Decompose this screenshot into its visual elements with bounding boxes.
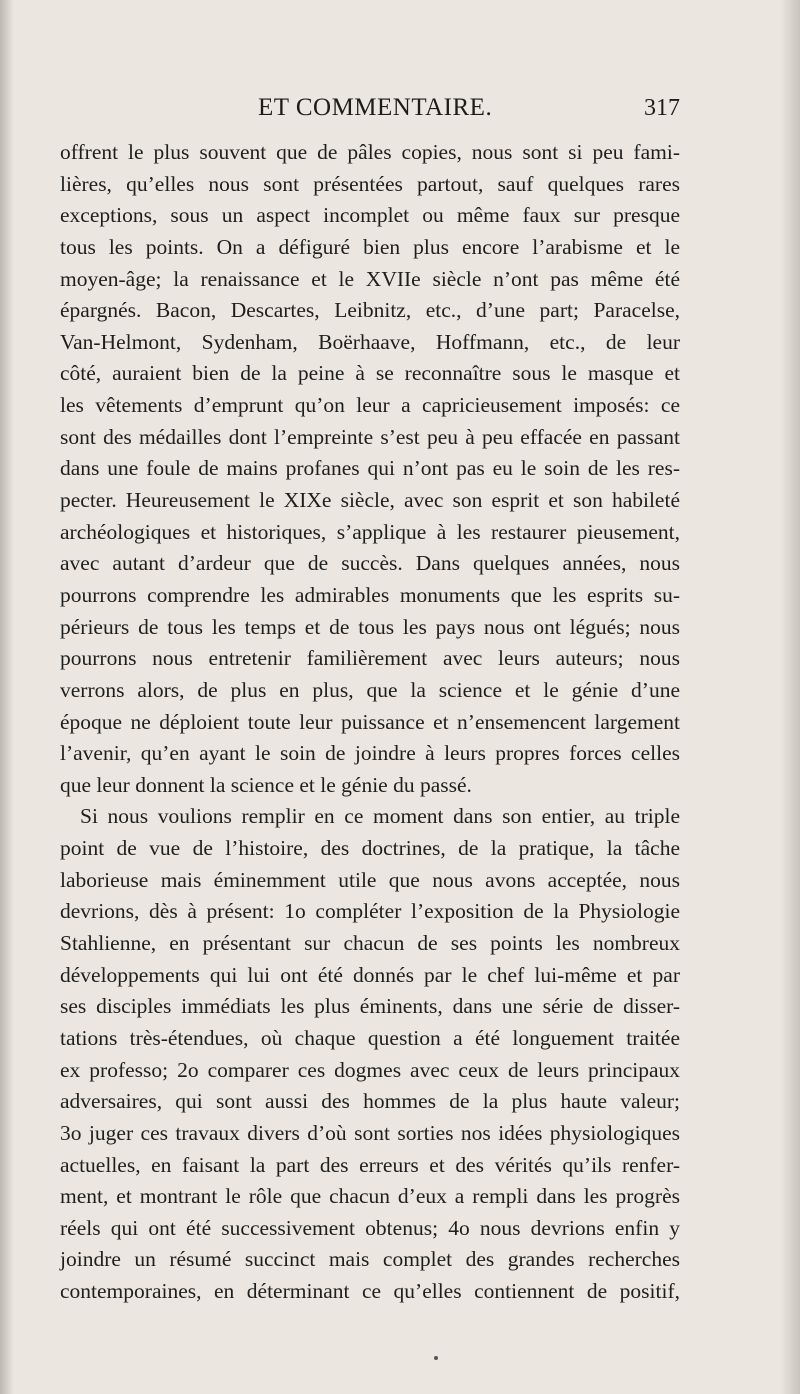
text-line: sont des médailles dont l’empreinte s’est peu à peu effacée en passant xyxy=(60,424,680,449)
text-line: épargnés. Bacon, Descartes, Leibnitz, etc., d’une part; Paracelse, xyxy=(60,298,680,323)
text-line: lières, qu’elles nous sont présentées partout, sauf quelques rares xyxy=(60,171,680,196)
text-line: offrent le plus souvent que de pâles copies, nous sont si peu fami- xyxy=(60,140,680,164)
text-line: développements qui lui ont été donnés par le chef lui-même et par xyxy=(60,962,680,987)
paragraph-end-line: que leur donnent la science et le génie du passé. xyxy=(60,772,472,797)
page-number: 317 xyxy=(644,95,680,121)
text-line: ex professo; 2o comparer ces dogmes avec ceux de leurs principaux xyxy=(60,1057,680,1082)
text-line: 3o juger ces travaux divers d’où sont sorties nos idées physiologiques xyxy=(60,1120,680,1145)
text-line: avec autant d’ardeur que de succès. Dans quelques années, nous xyxy=(60,551,680,576)
running-title: ET COMMENTAIRE. xyxy=(258,94,493,121)
text-line: joindre un résumé succinct mais complet des grandes recherches xyxy=(60,1247,680,1272)
text-line: réels qui ont été successivement obtenus; 4o nous devrions enfin y xyxy=(60,1215,680,1240)
text-line: Stahlienne, en présentant sur chacun de ses points les nombreux xyxy=(60,931,680,956)
paragraph-start-line: Si nous voulions remplir en ce moment dans son entier, au triple xyxy=(80,804,680,829)
text-line: l’avenir, qu’en ayant le soin de joindre à leurs propres forces celles xyxy=(60,741,680,766)
page-left-shadow xyxy=(0,0,14,1394)
text-line: tations très-étendues, où chaque question a été longuement traitée xyxy=(60,1025,680,1050)
text-line: dans une foule de mains profanes qui n’ont pas eu le soin de les res- xyxy=(60,456,680,481)
printer-dot xyxy=(434,1356,438,1360)
text-line: pourrons nous entretenir familièrement avec leurs auteurs; nous xyxy=(60,646,680,671)
text-line: adversaires, qui sont aussi des hommes de la plus haute valeur; xyxy=(60,1089,680,1114)
text-line: pecter. Heureusement le XIXe siècle, avec son esprit et son habileté xyxy=(60,488,680,513)
text-line: contemporaines, en déterminant ce qu’elles contiennent de positif, xyxy=(60,1279,680,1304)
text-line: laborieuse mais éminemment utile que nous avons acceptée, nous xyxy=(60,867,680,892)
text-line: devrions, dès à présent: 1o compléter l’exposition de la Physiologie xyxy=(60,899,680,924)
text-line: actuelles, en faisant la part des erreurs et des vérités qu’ils renfer- xyxy=(60,1152,680,1177)
text-line: ment, et montrant le rôle que chacun d’eux a rempli dans les progrès xyxy=(60,1184,680,1209)
text-line: point de vue de l’histoire, des doctrines, de la pratique, la tâche xyxy=(60,836,680,861)
text-line: époque ne déploient toute leur puissance et n’ensemencent largement xyxy=(60,709,680,734)
text-line: archéologiques et historiques, s’applique à les restaurer pieusement, xyxy=(60,519,680,544)
text-line: Van-Helmont, Sydenham, Boërhaave, Hoffmann, etc., de leur xyxy=(60,329,680,354)
page-right-shadow xyxy=(780,0,800,1394)
text-line: exceptions, sous un aspect incomplet ou même faux sur presque xyxy=(60,203,680,228)
text-line: tous les points. On a défiguré bien plus encore l’arabisme et le xyxy=(60,234,680,259)
text-line: verrons alors, de plus en plus, que la science et le génie d’une xyxy=(60,677,680,702)
text-line: pourrons comprendre les admirables monuments que les esprits su- xyxy=(60,582,680,607)
text-line: les vêtements d’emprunt qu’on leur a capricieusement imposés: ce xyxy=(60,393,680,418)
text-line: ses disciples immédiats les plus éminents, dans une série de disser- xyxy=(60,994,680,1019)
body-text xyxy=(60,137,680,1308)
text-line: moyen-âge; la renaissance et le XVIIe siècle n’ont pas même été xyxy=(60,266,680,291)
text-line: côté, auraient bien de la peine à se reconnaître sous le masque et xyxy=(60,361,680,386)
running-head xyxy=(60,94,680,126)
text-line: périeurs de tous les temps et de tous les pays nous ont légués; nous xyxy=(60,614,680,639)
